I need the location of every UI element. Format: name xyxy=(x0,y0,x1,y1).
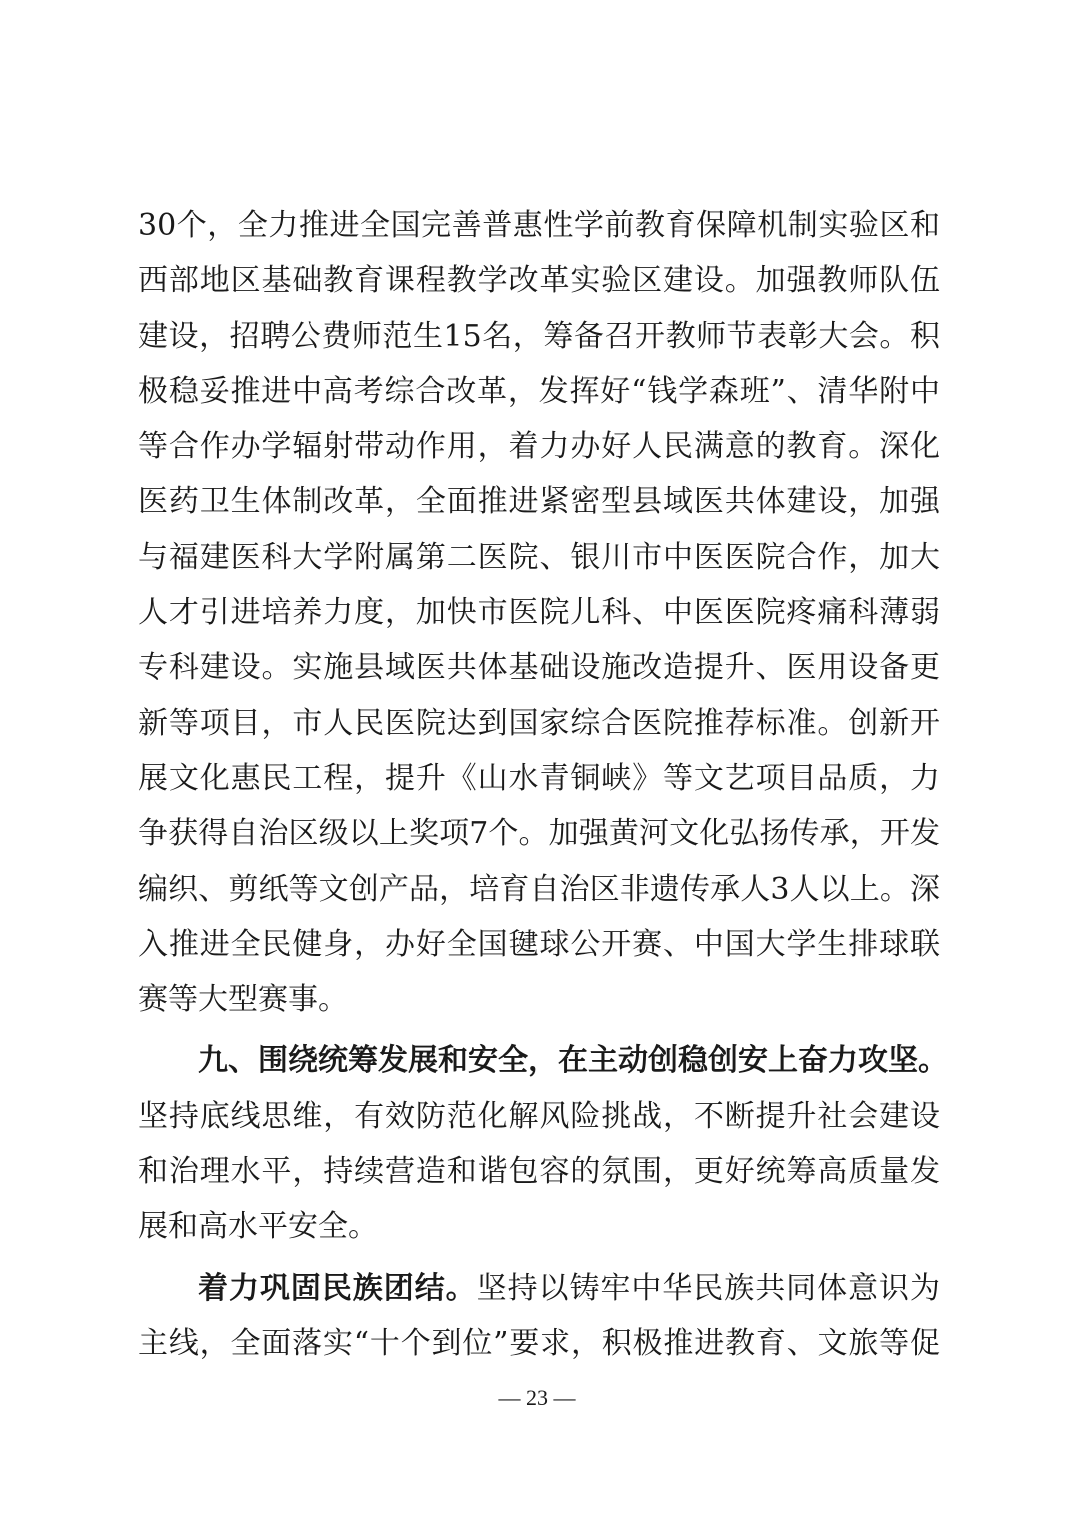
text-line: 坚持底线思维，有效防范化解风险挑战，不断提升社会建设 xyxy=(138,1098,940,1134)
text-line: 和治理水平，持续营造和谐包容的氛围，更好统筹高质量发 xyxy=(138,1154,940,1190)
text-line: 30个，全力推进全国完善普惠性学前教育保障机制实验区和 xyxy=(138,208,940,243)
text-line: 展文化惠民工程，提升《山水青铜峡》等文艺项目品质，力 xyxy=(138,760,940,796)
text-line: 赛等大型赛事。 xyxy=(138,982,348,1018)
text-line: 建设，招聘公费师范生15名，筹备召开教师节表彰大会。积 xyxy=(138,318,940,354)
text-line: 西部地区基础教育课程教学改革实验区建设。加强教师队伍 xyxy=(138,263,940,299)
text-line: 展和高水平安全。 xyxy=(138,1209,378,1245)
text-line: 等合作办学辐射带动作用，着力办好人民满意的教育。深化 xyxy=(138,429,940,465)
paragraph-lead: 着力巩固民族团结。 xyxy=(198,1270,477,1306)
text-line: 专科建设。实施县域医共体基础设施改造提升、医用设备更 xyxy=(138,650,940,686)
paragraph-education-health-culture xyxy=(138,198,940,1027)
text-line: 主线，全面落实“十个到位”要求，积极推进教育、文旅等促 xyxy=(138,1325,940,1361)
text-line: 人才引进培养力度，加快市医院儿科、中医医院疼痛科薄弱 xyxy=(138,595,940,631)
section-heading: 九、围绕统筹发展和安全，在主动创稳创安上奋力攻坚。 xyxy=(198,1043,948,1079)
document-body xyxy=(138,198,948,1371)
text-line: 入推进全民健身，办好全国毽球公开赛、中国大学生排球联 xyxy=(138,926,940,962)
text-line: 与福建医科大学附属第二医院、银川市中医医院合作，加大 xyxy=(138,539,940,575)
text-span: 坚持以铸牢中华民族共同体意识为 xyxy=(476,1270,941,1306)
text-line: 编织、剪纸等文创产品，培育自治区非遗传承人3人以上。深 xyxy=(138,871,940,907)
paragraph-ethnic-unity xyxy=(138,1261,940,1372)
text-line: 医药卫生体制改革，全面推进紧密型县域医共体建设，加强 xyxy=(138,484,940,520)
text-line: 争获得自治区级以上奖项7个。加强黄河文化弘扬传承，开发 xyxy=(138,816,940,852)
text-line: 新等项目，市人民医院达到国家综合医院推荐标准。创新开 xyxy=(138,705,940,741)
text-line: 极稳妥推进中高考综合改革，发挥好“钱学森班”、清华附中 xyxy=(138,373,940,409)
page-number: — 23 — xyxy=(498,1385,576,1410)
text-line xyxy=(138,1261,940,1316)
section-9 xyxy=(138,1033,948,1254)
